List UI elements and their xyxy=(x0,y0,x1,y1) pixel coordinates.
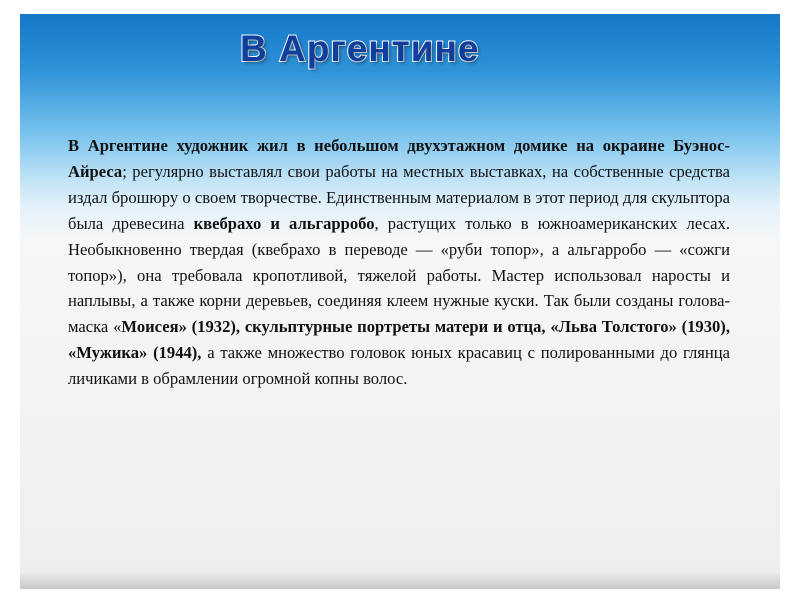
text-run: ; регулярно выставлял свои работы на местных выставках, на собственные средства издал брошюру о своем творчестве. Единственным материалом в этот период для скульптора была древесина xyxy=(68,161,730,233)
text-run-bold: В Аргентине художник жил в небольшом двухэтажном домике на окраине Буэнос-Айреса xyxy=(68,136,730,181)
body-paragraph xyxy=(68,133,730,392)
text-run-bold: Моисея» (1932), скульптурные портреты матери и отца, «Льва Толстого» (1930), «Мужика» (1944), xyxy=(68,317,730,363)
text-run-bold: квебрахо и альгарробо xyxy=(193,213,375,233)
text-run: , растущих только в южноамериканских лесах. Необыкновенно твердая (квебрахо в переводе — «руби топор», а альгарробо — «сожги топор»), она требовала кропотливой, тяжелой работы. Мастер использовал наросты и наплывы, а также корни деревьев, соединяя клеем нужные куски. Так были созданы голова-маска « xyxy=(68,213,730,337)
text-run: а также множество головок юных красавиц с полированными до глянца личиками в обрамлении огромной копны волос. xyxy=(68,343,730,389)
slide-title: В Аргентине xyxy=(240,28,480,69)
